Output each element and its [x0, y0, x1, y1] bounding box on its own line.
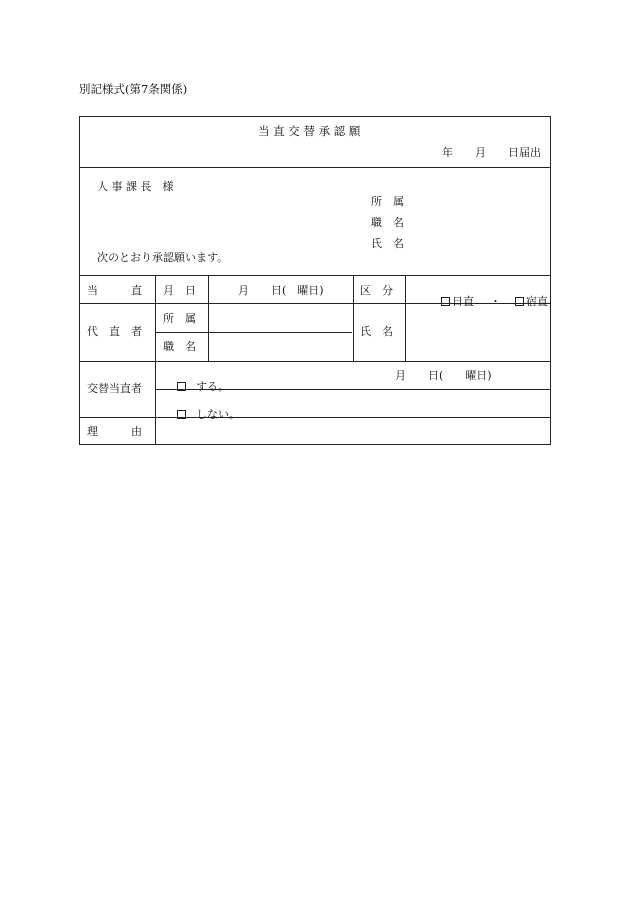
addressee: 人 事 課 長 様 [97, 180, 174, 193]
reason-label: 理 由 [87, 425, 142, 438]
divider-substitute-mid [156, 332, 352, 333]
exchange-yes-label: する。 [196, 380, 229, 393]
duty-date-field[interactable]: 月 日( 曜日) [238, 284, 324, 297]
option-separator: ・ [490, 295, 501, 308]
day-duty-label: 日直 [452, 295, 474, 308]
exchange-date-field[interactable]: 月 日( 曜日) [395, 369, 492, 382]
submission-date: 年 月 日届出 [442, 146, 541, 159]
month-day-label: 月 日 [163, 284, 196, 297]
exchange-label: 交替当直者 [87, 382, 142, 395]
col-options-divider [405, 275, 406, 361]
col-category-divider [353, 275, 354, 361]
night-duty-label: 宿直 [526, 295, 548, 308]
substitute-label: 代 直 者 [87, 325, 142, 338]
substitute-affiliation-label: 所 属 [163, 312, 196, 325]
divider-address [80, 275, 550, 276]
category-options [427, 285, 548, 318]
applicant-affiliation-label: 所 属 [371, 195, 404, 208]
category-label: 区 分 [360, 284, 393, 297]
form-title: 当 直 交 替 承 認 願 [258, 124, 361, 138]
approval-form [79, 116, 551, 445]
applicant-position-label: 職 名 [371, 216, 404, 229]
form-caption: 別記様式(第7条関係) [79, 82, 188, 96]
request-text: 次のとおり承認願います。 [97, 251, 229, 264]
reason-field[interactable] [156, 418, 550, 444]
divider-substitute [80, 361, 550, 362]
duty-label: 当 直 [87, 284, 142, 297]
day-duty-checkbox[interactable] [441, 297, 450, 306]
substitute-name-label: 氏 名 [360, 325, 393, 338]
applicant-name-label: 氏 名 [371, 237, 404, 250]
divider-header [80, 167, 550, 168]
night-duty-checkbox[interactable] [515, 297, 524, 306]
col-monthday-divider [208, 275, 209, 361]
exchange-yes-checkbox[interactable] [177, 382, 186, 391]
exchange-no-label: しない。 [196, 408, 240, 421]
substitute-position-label: 職 名 [163, 340, 196, 353]
